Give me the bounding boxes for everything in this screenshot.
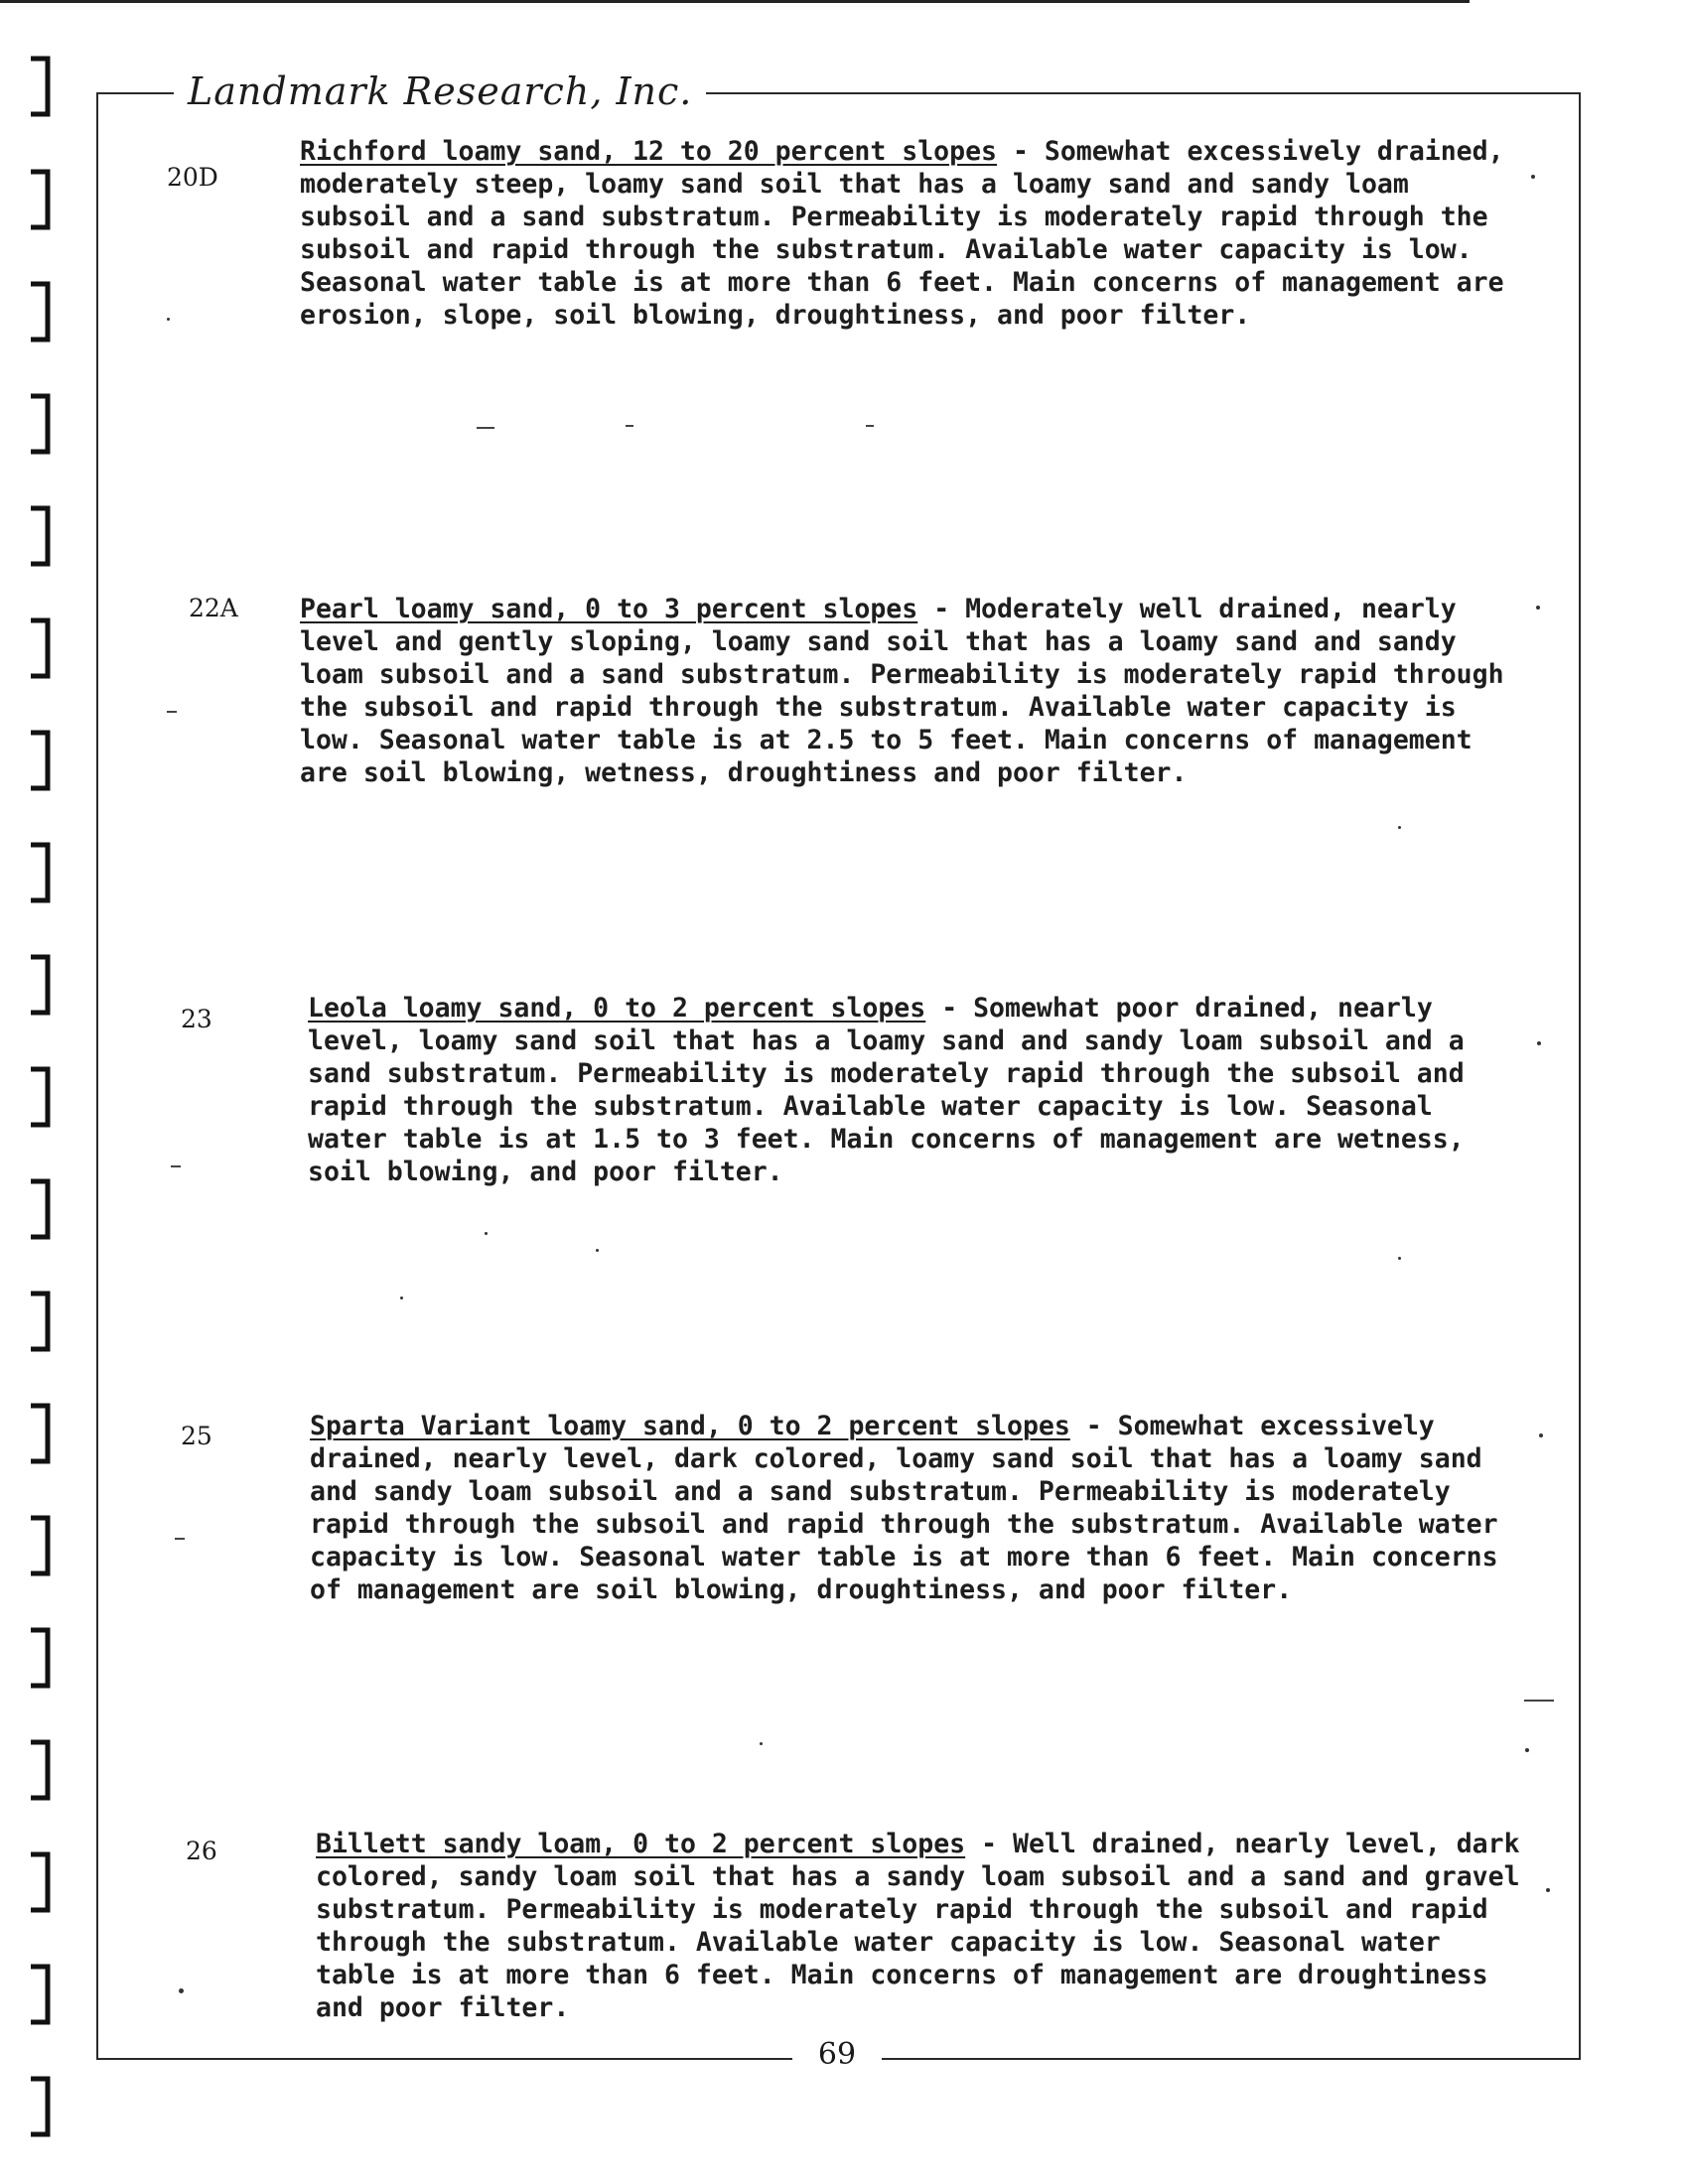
- binder-hole: [28, 1627, 54, 1689]
- binder-hole: [28, 1851, 54, 1913]
- binder-hole: [28, 617, 54, 679]
- scan-speck: [1539, 1433, 1543, 1437]
- scan-speck: [400, 1297, 403, 1299]
- binder-hole: [28, 954, 54, 1016]
- binder-hole: [28, 169, 54, 230]
- binder-hole: [28, 1739, 54, 1801]
- entry-body: - Somewhat poor drained, nearly level, loamy sand soil that has a loamy sand and sandy loam subsoil and a sand substratum. Permeability is moderately rapid through the subsoil and rapid through the substratum. Available water capacity is low. Seasonal water table is at 1.5 to 3 feet. Main concerns of management are wetness, soil blowing, and poor filter.: [308, 993, 1465, 1187]
- entry-title: Leola loamy sand, 0 to 2 percent slopes: [308, 993, 926, 1024]
- binder-hole: [28, 1066, 54, 1128]
- entry-title: Billett sandy loam, 0 to 2 percent slopes: [316, 1829, 966, 1859]
- entry-description: [300, 135, 1516, 332]
- scan-mark: [477, 427, 494, 429]
- binder-hole: [28, 393, 54, 455]
- scan-speck: [1537, 1041, 1541, 1045]
- scan-speck: [485, 1232, 488, 1235]
- entry-code: 22A: [189, 594, 238, 622]
- scan-speck: [760, 1742, 763, 1745]
- scan-speck: [1536, 606, 1540, 610]
- binder-hole: [28, 281, 54, 342]
- binder-hole: [28, 2076, 54, 2137]
- scan-mark: [175, 1538, 185, 1540]
- entry-body: - Well drained, nearly level, dark colored, sandy loam soil that has a sandy loam subsoil and a sand and gravel substratum. Permeability is moderately rapid through the subsoil and rapid through the substratum. Available water capacity is low. Seasonal water table is at more than 6 feet. Main concerns of management are droughtiness and poor filter.: [316, 1829, 1520, 2023]
- scan-speck: [167, 318, 170, 321]
- entry-code: 20D: [167, 163, 218, 192]
- entry-code: 25: [181, 1422, 212, 1450]
- letterhead: Landmark Research, Inc.: [174, 69, 706, 113]
- entry-description: [310, 1410, 1526, 1606]
- scan-speck: [1546, 1888, 1550, 1892]
- entry-description: [316, 1828, 1532, 2024]
- entry-title: Sparta Variant loamy sand, 0 to 2 percent slopes: [310, 1411, 1070, 1441]
- entry-body: - Somewhat excessively drained, nearly level, dark colored, loamy sand soil that has a loamy sand and sandy loam subsoil and a sand substratum. Permeability is moderately rapid through the subsoil and rapid through the substratum. Available water capacity is low. Seasonal water table is at more than 6 feet. Main concerns of management are soil blowing, droughtiness, and poor filter.: [310, 1411, 1498, 1605]
- scan-speck: [1531, 175, 1535, 179]
- binder-hole: [28, 1964, 54, 2025]
- scan-mark: [1524, 1700, 1554, 1702]
- entry-code: 26: [186, 1837, 217, 1865]
- entry-description: [300, 593, 1516, 789]
- binder-hole: [28, 730, 54, 791]
- scan-mark: [626, 425, 633, 427]
- binder-hole: [28, 842, 54, 903]
- top-page-rule: [0, 0, 1470, 3]
- entry-body: - Somewhat excessively drained, moderately steep, loamy sand soil that has a loamy sand and sandy loam subsoil and a sand substratum. Permeability is moderately rapid through the subsoil and rapid through the substratum. Available water capacity is low. Seasonal water table is at more than 6 feet. Main concerns of management are erosion, slope, soil blowing, droughtiness, and poor filter.: [300, 136, 1504, 331]
- scan-mark: [167, 711, 177, 713]
- binder-hole: [28, 505, 54, 567]
- binder-hole: [28, 1515, 54, 1576]
- scan-speck: [1525, 1748, 1529, 1752]
- scan-speck: [596, 1249, 599, 1252]
- binder-hole: [28, 1403, 54, 1464]
- scan-speck: [1398, 826, 1401, 829]
- entry-title: Richford loamy sand, 12 to 20 percent slopes: [300, 136, 997, 167]
- scan-mark: [866, 425, 874, 427]
- entry-body: - Moderately well drained, nearly level and gently sloping, loamy sand soil that has a loamy sand and sandy loam subsoil and a sand substratum. Permeability is moderately rapid through the subsoil and rapid through the substratum. Available water capacity is low. Seasonal water table is at 2.5 to 5 feet. Main concerns of management are soil blowing, wetness, droughtiness and poor filter.: [300, 594, 1504, 788]
- page-number: 69: [792, 2037, 882, 2072]
- binder-hole: [28, 1291, 54, 1352]
- binder-hole: [28, 1178, 54, 1240]
- scan-speck: [1398, 1257, 1401, 1260]
- scan-speck: [179, 1988, 184, 1993]
- entry-code: 23: [181, 1005, 212, 1033]
- scan-mark: [171, 1165, 181, 1167]
- binder-hole: [28, 56, 54, 117]
- entry-description: [308, 992, 1524, 1188]
- entry-title: Pearl loamy sand, 0 to 3 percent slopes: [300, 594, 918, 624]
